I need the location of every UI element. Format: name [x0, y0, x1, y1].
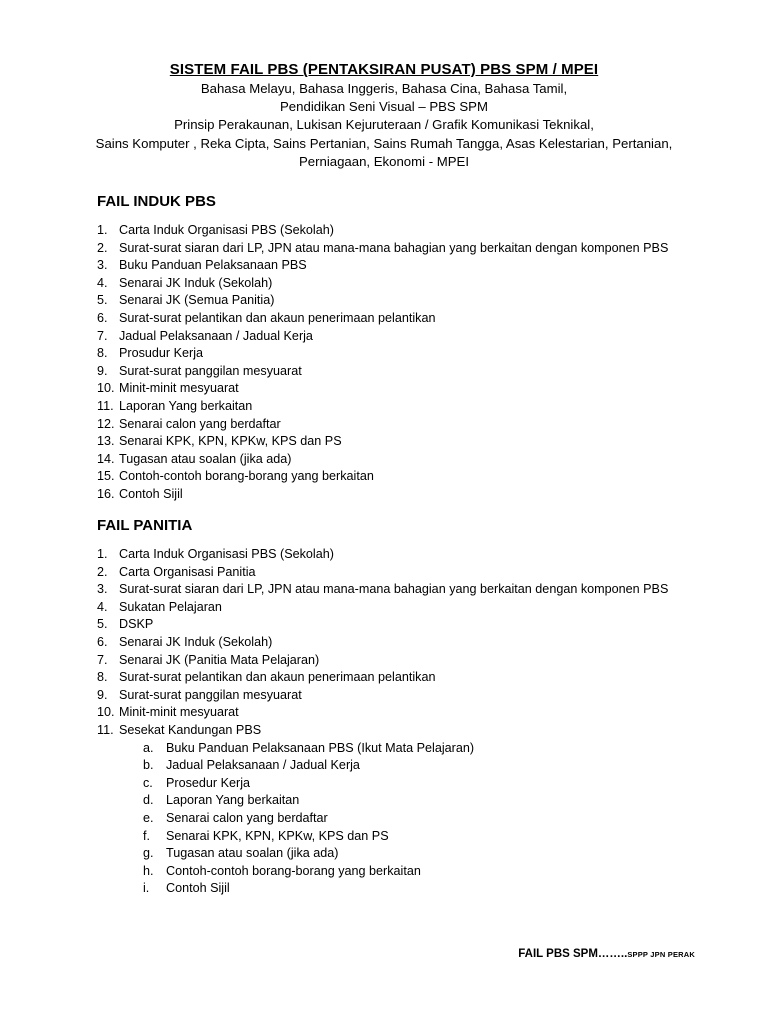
- list-item-number: 10.: [97, 705, 115, 720]
- list-item: [97, 599, 737, 617]
- fail-induk-list: [97, 222, 737, 504]
- list-item-number: 15.: [97, 469, 115, 484]
- list-item-number: 10.: [97, 381, 115, 396]
- list-item-text: Senarai calon yang berdaftar: [119, 416, 281, 431]
- footer-main-text: FAIL PBS SPM……..: [518, 948, 628, 960]
- list-item-number: i.: [143, 881, 150, 896]
- list-item: [97, 669, 737, 687]
- list-item-number: 4.: [97, 275, 108, 290]
- list-item: [97, 722, 737, 740]
- list-item: [97, 546, 737, 564]
- list-item: [97, 564, 737, 582]
- list-item: [97, 581, 737, 599]
- list-item-text: Jadual Pelaksanaan / Jadual Kerja: [166, 758, 360, 773]
- list-item-text: Laporan Yang berkaitan: [166, 793, 300, 808]
- list-item-number: g.: [143, 846, 154, 861]
- list-item-number: 9.: [97, 687, 108, 702]
- list-item-number: 8.: [97, 670, 108, 685]
- list-item-number: 9.: [97, 363, 108, 378]
- list-item: [97, 740, 737, 758]
- list-item-text: Carta Induk Organisasi PBS (Sekolah): [119, 223, 334, 237]
- list-item: [97, 704, 737, 722]
- list-item-text: Sesekat Kandungan PBS: [119, 722, 262, 737]
- list-item-text: Jadual Pelaksanaan / Jadual Kerja: [119, 328, 313, 343]
- list-item-number: e.: [143, 810, 154, 825]
- list-item-number: 14.: [97, 451, 115, 466]
- list-item-number: c.: [143, 775, 153, 790]
- list-item-text: DSKP: [119, 617, 154, 632]
- list-item-text: Senarai KPK, KPN, KPKw, KPS dan PS: [166, 828, 389, 843]
- sesekat-kandungan-list: [97, 740, 737, 898]
- subject-line: Bahasa Melayu, Bahasa Inggeris, Bahasa Cina, Bahasa Tamil,: [200, 81, 568, 96]
- list-item: [97, 292, 737, 310]
- section-heading: FAIL INDUK PBS: [97, 193, 216, 210]
- list-item-text: Carta Organisasi Panitia: [119, 564, 256, 579]
- list-item: [97, 468, 737, 486]
- list-item-number: 3.: [97, 582, 108, 597]
- list-item-number: 2.: [97, 564, 108, 579]
- list-item: [97, 792, 737, 810]
- list-item-text: Contoh-contoh borang-borang yang berkaitan: [166, 863, 421, 878]
- list-item-text: Laporan Yang berkaitan: [119, 398, 253, 413]
- list-item-number: 16.: [97, 486, 115, 501]
- list-item: [97, 380, 737, 398]
- list-item-number: 2.: [97, 240, 108, 255]
- list-item: [97, 880, 737, 898]
- list-item: [97, 687, 737, 705]
- list-item-text: Tugasan atau soalan (jika ada): [119, 451, 292, 466]
- list-item: [97, 828, 737, 846]
- list-item-text: Senarai JK (Semua Panitia): [119, 293, 275, 308]
- list-item: [97, 328, 737, 346]
- document-title: SISTEM FAIL PBS (PENTAKSIRAN PUSAT) PBS SPM / MPEI: [169, 61, 599, 78]
- list-item: [97, 810, 737, 828]
- list-item-text: Senarai JK Induk (Sekolah): [119, 275, 273, 290]
- list-item-text: Surat-surat siaran dari LP, JPN atau mana-mana bahagian yang berkaitan dengan komponen PBS: [119, 582, 669, 597]
- list-item-number: d.: [143, 793, 154, 808]
- list-item-text: Buku Panduan Pelaksanaan PBS (Ikut Mata Pelajaran): [166, 740, 475, 755]
- list-item: [97, 775, 737, 793]
- list-item-text: Surat-surat siaran dari LP, JPN atau mana-mana bahagian yang berkaitan dengan komponen PBS: [119, 240, 669, 255]
- list-item-text: Buku Panduan Pelaksanaan PBS: [119, 258, 307, 273]
- list-item: [97, 310, 737, 328]
- subject-line: Perniagaan, Ekonomi - MPEI: [298, 153, 470, 169]
- list-item-number: 7.: [97, 328, 108, 343]
- list-item-number: 1.: [97, 547, 108, 561]
- list-item-text: Senarai JK (Panitia Mata Pelajaran): [119, 652, 320, 667]
- list-item-text: Surat-surat panggilan mesyuarat: [119, 687, 302, 702]
- list-item-number: 13.: [97, 434, 115, 449]
- list-item-number: 4.: [97, 599, 108, 614]
- list-item: [97, 757, 737, 775]
- list-item-text: Contoh Sijil: [166, 881, 230, 896]
- list-item: [97, 433, 737, 451]
- subject-line: Sains Komputer , Reka Cipta, Sains Pertanian, Sains Rumah Tangga, Asas Kelestarian, Pertanian,: [95, 135, 673, 151]
- list-item-number: b.: [143, 758, 154, 773]
- list-item-number: 11.: [97, 398, 114, 413]
- list-item-number: 6.: [97, 310, 108, 325]
- list-item-text: Senarai KPK, KPN, KPKw, KPS dan PS: [119, 434, 342, 449]
- list-item-number: f.: [143, 828, 150, 843]
- list-item-text: Minit-minit mesyuarat: [119, 705, 239, 720]
- list-item-text: Surat-surat pelantikan dan akaun penerimaan pelantikan: [119, 670, 436, 685]
- list-item-number: 11.: [97, 722, 114, 737]
- document-header: [0, 60, 768, 171]
- list-item: [97, 275, 737, 293]
- list-item: [97, 363, 737, 381]
- list-item: [97, 222, 737, 240]
- list-item: [97, 845, 737, 863]
- list-item-number: 3.: [97, 258, 108, 273]
- list-item: [97, 486, 737, 504]
- list-item-text: Surat-surat pelantikan dan akaun penerimaan pelantikan: [119, 310, 436, 325]
- fail-panitia-section: [97, 516, 737, 898]
- list-item-number: 6.: [97, 634, 108, 649]
- list-item-text: Carta Induk Organisasi PBS (Sekolah): [119, 547, 334, 561]
- list-item: [97, 451, 737, 469]
- footer-label: [518, 948, 695, 960]
- subject-line: Prinsip Perakaunan, Lukisan Kejuruteraan / Grafik Komunikasi Teknikal,: [174, 117, 594, 133]
- list-item-number: h.: [143, 863, 154, 878]
- subject-line: Pendidikan Seni Visual – PBS SPM: [280, 99, 488, 115]
- list-item: [97, 652, 737, 670]
- list-item-number: 12.: [97, 416, 115, 431]
- list-item-number: 5.: [97, 293, 108, 308]
- list-item: [97, 240, 737, 258]
- list-item-text: Senarai JK Induk (Sekolah): [119, 634, 273, 649]
- list-item-number: 5.: [97, 617, 108, 632]
- list-item-number: a.: [143, 740, 154, 755]
- footer-small-text: SPPP JPN PERAK: [627, 950, 695, 959]
- list-item-text: Surat-surat panggilan mesyuarat: [119, 363, 302, 378]
- list-item-text: Prosudur Kerja: [119, 346, 203, 361]
- list-item-text: Tugasan atau soalan (jika ada): [166, 846, 339, 861]
- list-item-text: Sukatan Pelajaran: [119, 599, 222, 614]
- list-item-text: Senarai calon yang berdaftar: [166, 810, 328, 825]
- list-item-text: Minit-minit mesyuarat: [119, 381, 239, 396]
- list-item: [97, 634, 737, 652]
- list-item-text: Prosedur Kerja: [166, 775, 250, 790]
- list-item-number: 8.: [97, 346, 108, 361]
- list-item: [97, 416, 737, 434]
- list-item: [97, 398, 737, 416]
- list-item-number: 7.: [97, 652, 108, 667]
- list-item: [97, 257, 737, 275]
- list-item: [97, 863, 737, 881]
- section-heading: FAIL PANITIA: [97, 517, 193, 534]
- list-item-text: Contoh-contoh borang-borang yang berkaitan: [119, 469, 374, 484]
- fail-panitia-list: [97, 546, 737, 740]
- list-item-text: Contoh Sijil: [119, 486, 183, 501]
- list-item-number: 1.: [97, 223, 108, 237]
- fail-induk-section: [97, 192, 737, 504]
- list-item: [97, 616, 737, 634]
- list-item: [97, 345, 737, 363]
